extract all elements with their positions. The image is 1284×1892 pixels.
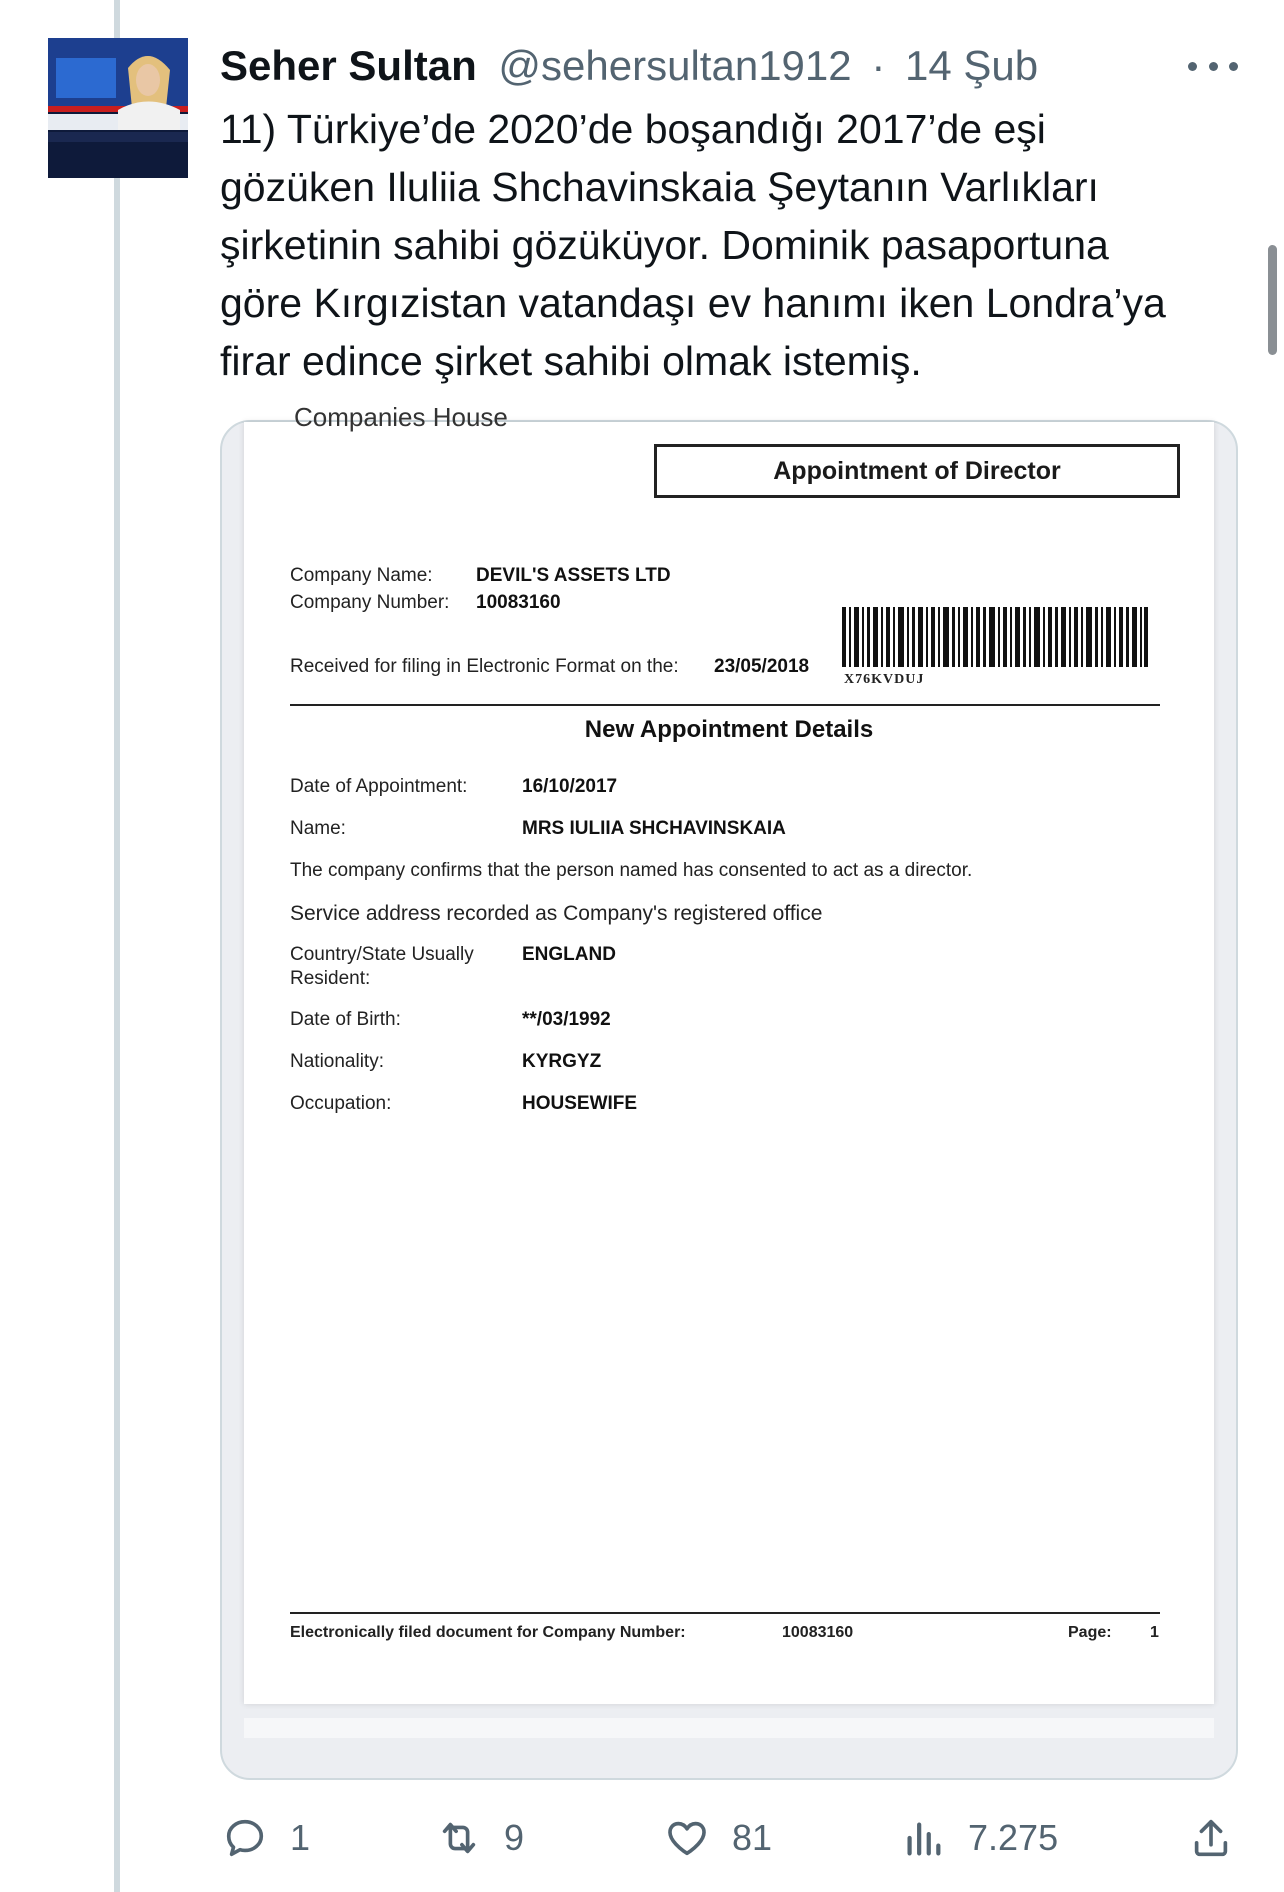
tweet-media[interactable]	[220, 402, 1238, 1780]
divider	[290, 704, 1160, 706]
name-value: MRS IULIIA SHCHAVINSKAIA	[522, 818, 786, 839]
footer-label: Electronically filed document for Company Number:	[290, 1624, 686, 1641]
received-label: Received for filing in Electronic Format on the:	[290, 656, 679, 677]
reply-count: 1	[290, 1817, 311, 1858]
tweet-text-line: gözüken Iluliia Shchavinskaia Şeytanın Varlıkları	[220, 164, 1099, 210]
author-handle[interactable]: @sehersultan1912	[498, 42, 852, 89]
tweet-date[interactable]: 14 Şub	[904, 42, 1039, 89]
name-label: Name:	[290, 818, 346, 839]
section-title: New Appointment Details	[584, 716, 874, 743]
footer-page-number: 1	[1150, 1624, 1159, 1641]
dob-value: **/03/1992	[522, 1009, 611, 1030]
country-value: ENGLAND	[522, 944, 616, 965]
footer-page-label: Page:	[1068, 1624, 1112, 1641]
share-button[interactable]	[1188, 1808, 1256, 1868]
reply-icon	[222, 1815, 268, 1861]
tweet-text-line: göre Kırgızistan vatandaşı ev hanımı iken Londra’ya	[220, 280, 1166, 326]
heart-icon	[664, 1815, 710, 1861]
author-name[interactable]: Seher Sultan	[220, 42, 477, 89]
occupation-value: HOUSEWIFE	[522, 1093, 638, 1114]
country-label: Country/State Usually	[290, 944, 474, 965]
service-address-text: Service address recorded as Company's registered office	[290, 902, 823, 925]
company-name-value: DEVIL'S ASSETS LTD	[476, 565, 671, 586]
document-header-cutoff: Companies House	[294, 402, 508, 432]
next-page-edge	[244, 1718, 1214, 1738]
footer-company-number: 10083160	[782, 1624, 854, 1641]
received-date: 23/05/2018	[714, 656, 810, 677]
tweet-text-line: şirketinin sahibi gözüküyor. Dominik pasaportuna	[220, 222, 1109, 268]
views-count: 7.275	[968, 1817, 1059, 1858]
tweet-text-line: firar edince şirket sahibi olmak istemiş.	[220, 338, 922, 384]
document-page	[244, 402, 1214, 1704]
views-button[interactable]	[900, 1808, 1058, 1868]
tweet-text	[220, 100, 1230, 390]
scrollbar[interactable]	[1268, 245, 1277, 355]
like-count: 81	[732, 1817, 773, 1858]
occupation-label: Occupation:	[290, 1093, 392, 1114]
tweet-text-line: 11) Türkiye’de 2020’de boşandığı 2017’de eşi	[220, 106, 1046, 152]
meta-separator: ·	[871, 42, 886, 89]
date-of-appointment-value: 16/10/2017	[522, 776, 618, 797]
consent-text: The company confirms that the person named has consented to act as a director.	[290, 860, 973, 881]
avatar-image	[48, 38, 188, 178]
barcode-code: X76KVDUJ	[844, 672, 925, 687]
action-bar	[0, 1808, 1284, 1868]
reply-button[interactable]	[222, 1808, 310, 1868]
dob-label: Date of Birth:	[290, 1009, 401, 1030]
company-number-value: 10083160	[476, 592, 561, 613]
avatar[interactable]	[48, 38, 188, 178]
nationality-label: Nationality:	[290, 1051, 384, 1072]
like-button[interactable]	[664, 1808, 772, 1868]
share-icon	[1188, 1815, 1234, 1861]
company-name-label: Company Name:	[290, 565, 433, 586]
more-options-icon[interactable]	[1188, 44, 1238, 88]
retweet-button[interactable]	[436, 1808, 524, 1868]
barcode	[842, 607, 1148, 667]
footer-divider	[290, 1612, 1160, 1614]
document-title: Appointment of Director	[654, 444, 1180, 498]
country-label-cont: Resident:	[290, 968, 371, 989]
retweet-icon	[436, 1815, 482, 1861]
retweet-count: 9	[504, 1817, 525, 1858]
views-icon	[900, 1815, 946, 1861]
nationality-value: KYRGYZ	[522, 1051, 602, 1072]
thread-line	[114, 0, 120, 1892]
company-number-label: Company Number:	[290, 592, 450, 613]
date-of-appointment-label: Date of Appointment:	[290, 776, 468, 797]
tweet-header	[220, 36, 1220, 96]
